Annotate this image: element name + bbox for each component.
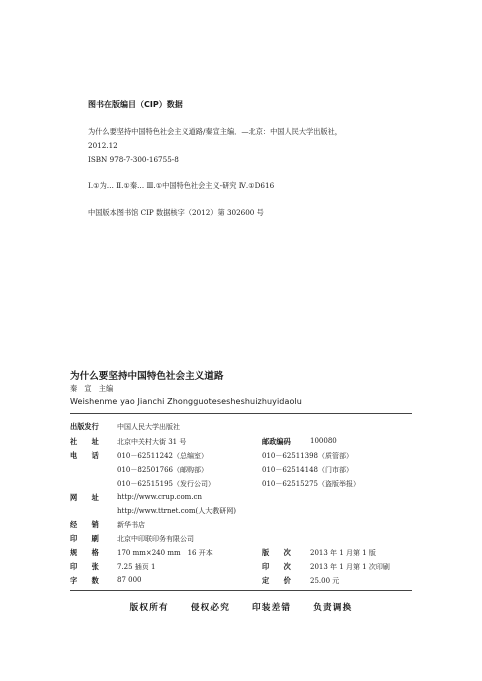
wordcount-value: 87 000: [117, 576, 142, 584]
price-label: 定 价: [262, 576, 291, 585]
copyright-text-2: 侵权必究: [190, 603, 230, 613]
sheets-value: 7.25 插页 1: [117, 563, 156, 571]
distributor-label: 经 销: [70, 520, 99, 529]
spec-value: 170 mm×240 mm 16 开本: [117, 549, 213, 557]
cip-line-date: 2012.12: [88, 141, 118, 150]
sheets-label: 印 张: [70, 562, 99, 571]
book-author: 秦 宣 主编: [70, 384, 114, 393]
cip-line-isbn: ISBN 978-7-300-16755-8: [88, 155, 179, 164]
phone-store: 010－62514148（门市部）: [262, 466, 353, 474]
price-value: 25.00 元: [310, 577, 340, 585]
phone-piracy: 010－62515275（盗版举报）: [262, 480, 360, 488]
postcode-label: 邮政编码: [262, 437, 291, 446]
book-pinyin-title: Weishenme yao Jianchi Zhongguotesesheshuizhuyidaolu: [70, 397, 302, 406]
divider-bottom: [70, 590, 412, 591]
address-value: 北京中关村大街 31 号: [117, 438, 187, 446]
phone-editorial: 010－62511242（总编室）: [117, 452, 208, 460]
website-ttrnet-link[interactable]: http://www.ttrnet.com(人大教研网): [117, 507, 236, 515]
printing-label: 印 次: [262, 562, 291, 571]
edition-label: 版 次: [262, 548, 291, 557]
cip-line-title: 为什么要坚持中国特色社会主义道路/秦宣主编．—北京：中国人民大学出版社，: [88, 127, 342, 136]
website-label: 网 址: [70, 493, 99, 502]
cip-line-record: 中国版本图书馆 CIP 数据核字（2012）第 302600 号: [88, 208, 264, 217]
copyright-text-3: 印装差错: [252, 603, 292, 613]
printing-value: 2013 年 1 月第 1 次印刷: [310, 563, 390, 571]
address-label: 社 址: [70, 437, 99, 446]
phone-mailorder: 010－82501766（邮购部）: [117, 466, 208, 474]
phone-quality: 010－62511398（质管部）: [262, 452, 353, 460]
copyright-text-1: 版权所有: [129, 603, 169, 613]
publisher-label: 出版发行: [70, 422, 99, 431]
copyright-text-4: 负责调换: [313, 603, 353, 613]
divider-top: [70, 413, 412, 414]
cip-line-subject: Ⅰ.①为… Ⅱ.①秦… Ⅲ.①中国特色社会主义-研究 Ⅳ.①D616: [88, 181, 275, 190]
distributor-value: 新华书店: [117, 521, 145, 529]
printer-value: 北京中印联印务有限公司: [117, 535, 194, 543]
copyright-notice: [0, 601, 482, 613]
cip-heading: 图书在版编目（CIP）数据: [88, 100, 183, 109]
printer-label: 印 刷: [70, 534, 99, 543]
book-title: 为什么要坚持中国特色社会主义道路: [70, 371, 224, 382]
wordcount-label: 字 数: [70, 576, 99, 585]
phone-label: 电 话: [70, 451, 99, 460]
phone-distribution: 010－62515195（发行公司）: [117, 480, 215, 488]
spec-label: 规 格: [70, 548, 99, 557]
postcode-value: 100080: [310, 437, 337, 445]
publisher-value: 中国人民大学出版社: [117, 423, 180, 431]
website-crup-link[interactable]: http://www.crup.com.cn: [117, 493, 202, 501]
edition-value: 2013 年 1 月第 1 版: [310, 549, 376, 557]
